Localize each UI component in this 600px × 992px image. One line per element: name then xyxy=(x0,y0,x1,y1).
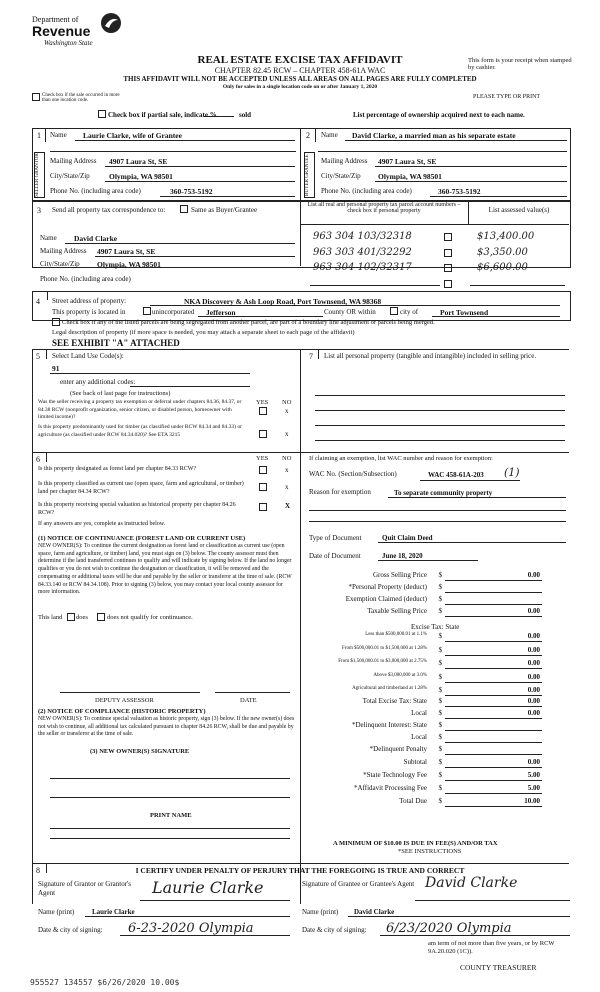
s6-print-name: PRINT NAME xyxy=(150,812,192,819)
dollar-sign: $ xyxy=(438,797,442,805)
s6-notice2-body: NEW OWNER(S): To continue special valuation as historic property, sign (3) below. If the new owner(s) does not wish to continue, all additional tax calculated pursuant to chapter 84.26 RCW, shall be due and payable by the seller or transferor at the time of sale. xyxy=(38,716,295,737)
s8-name-print-label-2: Name (print) xyxy=(302,908,339,916)
fee-value-field[interactable] xyxy=(445,745,542,755)
fee-value: 0.00 xyxy=(527,646,540,654)
s5-q2-yes-checkbox[interactable] xyxy=(257,430,269,438)
s2-city-label: City/State/Zip xyxy=(321,172,361,180)
dollar-sign: $ xyxy=(438,784,442,792)
fee-row xyxy=(282,646,542,657)
s7-doc-date-label: Date of Document xyxy=(309,552,361,560)
s6-notice1-body: NEW OWNER(S): To continue the current designation as forest land or classification as current use (open space, farm and agriculture, or timber) land, you must sign on (3) below. The county assessor must then determine if the land transferred continues to qualify and will indicate by signing below. If the land no longer qualifies or you do not wish to continue the designation or classification, it will be removed and the compensating or additional taxes will be due and payable by the seller or transferor at the time of sale. (RCW 84.33.140 or RCW 84.34.108). Prior to signing (3) below, you may contact your local county assessor for more information. xyxy=(38,543,292,596)
fee-value-field[interactable] xyxy=(445,571,542,581)
s2-name-label: Name xyxy=(321,131,338,139)
parcel-number-2: 963 303 401/32292 xyxy=(313,247,412,258)
fee-row xyxy=(282,758,542,769)
s4-county-label: County OR within xyxy=(324,308,376,316)
s1-name: Laurie Clarke, wife of Grantee xyxy=(83,131,182,140)
fee-row xyxy=(282,659,542,670)
parcel-number-1: 963 304 103/32318 xyxy=(313,231,412,242)
fee-row xyxy=(282,721,542,732)
fee-value: 0.00 xyxy=(527,709,540,717)
dollar-sign: $ xyxy=(438,583,442,591)
fee-label: *Delinquent Penalty xyxy=(369,745,427,753)
sold-label: sold xyxy=(239,111,252,119)
s5-q1-no-mark[interactable]: x xyxy=(285,407,289,415)
s6-notice2-title: (2) NOTICE OF COMPLIANCE (HISTORIC PROPERTY) xyxy=(38,708,206,715)
s6-q3: Is this property receiving special valuation as historical property per chapter 84.26 RCW? xyxy=(38,502,236,516)
s4-street: NKA Discovery & Ash Loop Road, Port Townsend, WA 98368 xyxy=(184,297,382,306)
dollar-sign: $ xyxy=(438,721,442,729)
fee-value: 0.00 xyxy=(527,571,540,579)
fee-value: 0.00 xyxy=(527,686,540,694)
partial-sale-label: Check box if partial sale, indicate % xyxy=(108,111,217,119)
s7-reason: To separate community property xyxy=(394,489,493,497)
fee-value: 5.00 xyxy=(527,784,540,792)
fee-label: Gross Selling Price xyxy=(372,571,427,579)
s6-if-yes: If any answers are yes, complete as instructed below. xyxy=(38,521,166,527)
form-title: REAL ESTATE EXCISE TAX AFFIDAVIT xyxy=(197,54,403,66)
fee-label: Total Excise Tax: State xyxy=(362,697,427,705)
fee-value-field[interactable] xyxy=(445,771,542,781)
fee-row xyxy=(282,784,542,795)
dollar-sign: $ xyxy=(438,709,442,717)
s1-phone-label: Phone No. (including area code) xyxy=(50,187,141,195)
s8-certify: I CERTIFY UNDER PENALTY OF PERJURY THAT THE FOREGOING IS TRUE AND CORRECT xyxy=(135,866,465,875)
s7-excise-state: Excise Tax: State xyxy=(411,623,460,631)
parcel-number-3: 963 304 102/32317 xyxy=(313,262,412,273)
s6-does-not-label: does not qualify for continuance. xyxy=(107,614,193,621)
fee-label: *State Technology Fee xyxy=(363,771,427,779)
s3-city-label: City/State/Zip xyxy=(40,260,80,268)
fee-value: 0.00 xyxy=(527,607,540,615)
fee-label: Taxable Selling Price xyxy=(367,607,427,615)
s6-notice1-title: (1) NOTICE OF CONTINUANCE (FOREST LAND OR CURRENT USE) xyxy=(38,535,246,542)
section-6-number: 6 xyxy=(36,455,40,464)
s8-perjury-note: am term of not more than five years, or by RCW 9A.20.020 (1C)). xyxy=(428,940,555,955)
s4-legal-desc: Legal description of property (if more space is needed, you may attach a separate sheet to each page of the affidavit) xyxy=(52,329,355,336)
section-1-number: 1 xyxy=(37,131,41,140)
section-3-number: 3 xyxy=(37,206,41,215)
fee-row xyxy=(282,583,542,594)
section-5-number: 5 xyxy=(36,352,40,361)
s6-q1: Is this property designated as forest land per chapter 84.33 RCW? xyxy=(38,466,197,472)
dor-logo xyxy=(30,12,125,52)
s1-mail: 4907 Laura St, SE xyxy=(109,157,168,166)
dollar-sign: $ xyxy=(438,571,442,579)
dept-line2: Revenue xyxy=(32,23,91,39)
dor-swoosh-icon xyxy=(100,12,122,34)
s3-same-label: Same as Buyer/Grantee xyxy=(191,206,258,214)
fee-row xyxy=(282,632,542,643)
s6-does-not-checkbox[interactable] xyxy=(95,613,107,621)
fee-value: 5.00 xyxy=(527,771,540,779)
parcel-value-3: $6,600.00 xyxy=(477,262,528,273)
s7-wac: WAC 458-61A-203 xyxy=(428,471,484,479)
dept-line3: Washington State xyxy=(44,39,93,47)
s3-mail: 4907 Laura St, SE xyxy=(97,247,156,256)
s8-sig-grantor-label: Signature of Grantor or Grantor's Agent xyxy=(38,880,132,897)
s5-additional-label: enter any additional codes: xyxy=(60,378,136,386)
s7-doc-type: Quit Claim Deed xyxy=(382,534,433,542)
fee-row xyxy=(282,745,542,756)
s2-phone: 360-753-5192 xyxy=(438,187,481,196)
fee-value-field[interactable] xyxy=(445,758,542,768)
fee-value-field[interactable] xyxy=(445,721,542,731)
fee-value-field[interactable] xyxy=(445,659,542,669)
s8-grantor-date: 6-23-2020 Olympia xyxy=(128,921,254,936)
section-4-number: 4 xyxy=(36,297,40,306)
fee-value-field[interactable] xyxy=(445,797,542,807)
dollar-sign: $ xyxy=(438,771,442,779)
s5-q1: Was the seller receiving a property tax exemption or deferral under chapters 84.36, 84.37, or 84.38 RCW (nonprofit organization, senior citizen, or disabled person, homeowner with limited income)? xyxy=(38,399,242,420)
s7-wac-hand: (1) xyxy=(504,466,520,479)
s8-grantee-name: David Clarke xyxy=(354,908,395,916)
fee-label: Subtotal xyxy=(403,758,427,766)
dollar-sign: $ xyxy=(438,733,442,741)
fee-row xyxy=(282,673,542,684)
s7-personal-prop: List all personal property (tangible and intangible) included in selling price. xyxy=(324,352,537,360)
s4-county: Jefferson xyxy=(206,308,236,317)
dollar-sign: $ xyxy=(438,646,442,654)
fee-value: 0.00 xyxy=(527,659,540,667)
s5-see-back: (See back of last page for instructions) xyxy=(70,390,171,397)
s6-q1-no-mark[interactable]: x xyxy=(285,466,289,474)
s4-located-label: This property is located in xyxy=(52,308,126,316)
parcel-3-checkbox[interactable] xyxy=(442,264,454,272)
s6-q3-yes-checkbox[interactable] xyxy=(257,503,269,511)
s6-q2: Is this property classified as current use (open space, farm and agricultural, or timber) land per chapter 84.34 RCW? xyxy=(38,481,244,495)
fee-value-field[interactable] xyxy=(445,686,542,696)
parcel-2-checkbox[interactable] xyxy=(442,249,454,257)
s6-q2-yes-checkbox[interactable] xyxy=(257,483,269,491)
s6-q2-no-mark[interactable]: x xyxy=(285,483,289,491)
s4-exhibit: SEE EXHIBIT "A" ATTACHED xyxy=(52,338,180,348)
fee-label: *Delinquent Interest: State xyxy=(351,721,427,729)
s8-grantor-name: Laurie Clarke xyxy=(92,908,135,916)
list-pct-label: List percentage of ownership acquired next to each name. xyxy=(353,111,525,119)
s3-name: David Clarke xyxy=(74,234,118,243)
s4-segregated-label: Check box if any of the listed parcels are being segregated from another parcel, are part of a boundary line adjustment or parcels being merged. xyxy=(62,319,435,326)
s1-phone: 360-753-5192 xyxy=(170,187,213,196)
receipt-note: This form is your receipt when stamped by cashier. xyxy=(468,57,572,71)
fee-value-field[interactable] xyxy=(445,733,542,743)
partial-pct-line[interactable] xyxy=(204,116,234,117)
fee-row xyxy=(282,595,542,606)
dollar-sign: $ xyxy=(438,659,442,667)
s7-wac-label: WAC No. (Section/Subsection) xyxy=(309,470,397,478)
s8-grantee-signature[interactable]: David Clarke xyxy=(425,875,518,891)
s6-q3-no-mark[interactable]: X xyxy=(285,502,291,510)
fee-row xyxy=(282,771,542,782)
s7-minimum: A MINIMUM OF $10.00 IS DUE IN FEE(S) AND/OR TAX xyxy=(333,840,498,847)
s4-city-of-label: city of xyxy=(400,308,419,316)
s4-segregated-checkbox[interactable] xyxy=(50,318,62,326)
footer-stamp: 955527 134557 $6/26/2020 10.00$ xyxy=(30,978,180,987)
s4-unincorporated-label: unincorporated xyxy=(152,308,195,316)
fee-value-field[interactable] xyxy=(445,709,542,719)
fee-value-field[interactable] xyxy=(445,595,542,605)
s6-does-label: does xyxy=(76,614,88,621)
s2-mail: 4907 Laura St, SE xyxy=(378,157,437,166)
s4-street-label: Street address of property: xyxy=(52,297,127,305)
fee-label: *Affidavit Processing Fee xyxy=(354,784,427,792)
fee-row xyxy=(282,686,542,697)
form-warning: THIS AFFIDAVIT WILL NOT BE ACCEPTED UNLESS ALL AREAS ON ALL PAGES ARE FULLY COMPLETED xyxy=(123,75,477,83)
s1-side-label: SELLER GRANTOR xyxy=(34,152,45,198)
fee-label: Agricultural and timberland at 1.28% xyxy=(352,686,427,691)
partial-sale-checkbox[interactable] xyxy=(96,110,108,118)
fee-value-field[interactable] xyxy=(445,632,542,642)
s6-deputy-label: DEPUTY ASSESSOR xyxy=(95,697,154,704)
s7-doc-type-label: Type of Document xyxy=(309,534,362,542)
fee-value-field[interactable] xyxy=(445,697,542,707)
fee-label: Total Due xyxy=(399,797,427,805)
s2-city: Olympia, WA 98501 xyxy=(378,172,442,181)
fee-value-field[interactable] xyxy=(445,784,542,794)
s4-city-checkbox[interactable] xyxy=(388,307,400,315)
fee-value-field[interactable] xyxy=(445,607,542,617)
s5-yes-label: YES xyxy=(256,399,269,406)
fee-row xyxy=(282,607,542,618)
fee-label: Less than $500,000.01 at 1.1% xyxy=(365,632,427,637)
fee-row xyxy=(282,571,542,582)
s8-date-city-label-1: Date & city of signing: xyxy=(38,926,103,934)
s2-phone-label: Phone No. (including area code) xyxy=(321,187,412,195)
fee-value-field[interactable] xyxy=(445,673,542,683)
fee-value-field[interactable] xyxy=(445,583,542,593)
dollar-sign: $ xyxy=(438,632,442,640)
s6-date-label: DATE xyxy=(240,697,257,704)
dollar-sign: $ xyxy=(438,686,442,694)
s8-sig-grantee-label: Signature of Grantee or Grantee's Agent xyxy=(302,880,415,888)
form-only-for: Only for sales in a single location code on or after January 1, 2020 xyxy=(222,84,378,90)
fee-value: 0.00 xyxy=(527,632,540,640)
s3-same-checkbox[interactable] xyxy=(178,205,190,213)
fee-row xyxy=(282,697,542,708)
s2-mail-label: Mailing Address xyxy=(321,157,368,165)
multi-location-label: Check box if the sale occurred in more than one location code. xyxy=(42,93,120,103)
s6-no-label: NO xyxy=(282,455,292,462)
s7-doc-date: June 18, 2020 xyxy=(382,552,423,560)
multi-location-checkbox[interactable] xyxy=(30,93,42,101)
s7-exemption-claim: If claiming an exemption, list WAC number and reason for exemption: xyxy=(309,455,493,462)
form-chapter: CHAPTER 82.45 RCW – CHAPTER 458-61A WAC xyxy=(214,66,386,75)
s8-name-print-label-1: Name (print) xyxy=(38,908,75,916)
dollar-sign: $ xyxy=(438,745,442,753)
s7-reason-label: Reason for exemption xyxy=(309,488,371,496)
fee-value: 0.00 xyxy=(527,758,540,766)
fee-label: *Personal Property (deduct) xyxy=(348,583,427,591)
s2-side-label: BUYER GRANTEE xyxy=(304,152,315,198)
fee-row xyxy=(282,733,542,744)
fee-value: 0.00 xyxy=(527,673,540,681)
s5-land-use-label: Select Land Use Code(s): xyxy=(52,352,124,360)
s6-yes-label: YES xyxy=(256,455,269,462)
s3-mail-label: Mailing Address xyxy=(40,247,87,255)
dollar-sign: $ xyxy=(438,758,442,766)
s1-city: Olympia, WA 98501 xyxy=(109,172,173,181)
fee-value: 10.00 xyxy=(524,797,540,805)
parcel-value-1: $13,400.00 xyxy=(477,231,535,242)
section-7-number: 7 xyxy=(309,352,313,361)
s7-see-instructions: *SEE INSTRUCTIONS xyxy=(398,848,462,855)
dollar-sign: $ xyxy=(438,697,442,705)
s6-new-owner-sig: (3) NEW OWNER(S) SIGNATURE xyxy=(90,748,190,755)
s8-grantor-signature[interactable]: Laurie Clarke xyxy=(152,878,264,897)
s3-send-label: Send all property tax correspondence to: xyxy=(52,206,166,214)
s8-grantee-date: 6/23/2020 Olympia xyxy=(386,921,512,936)
dollar-sign: $ xyxy=(438,607,442,615)
s8-treasurer: COUNTY TREASURER xyxy=(460,963,537,972)
s5-no-label: NO xyxy=(282,399,292,406)
s1-city-label: City/State/Zip xyxy=(50,172,90,180)
dollar-sign: $ xyxy=(438,595,442,603)
s5-land-use: 91 xyxy=(52,364,60,373)
s5-q1-yes-checkbox[interactable] xyxy=(257,407,269,415)
s3-name-label: Name xyxy=(40,234,57,242)
s3-city: Olympia, WA 98501 xyxy=(97,260,161,269)
s3-assessed-header: List assessed value(s) xyxy=(488,206,550,214)
s1-mail-label: Mailing Address xyxy=(50,157,97,165)
fee-label: Local xyxy=(411,709,427,717)
s2-name: David Clarke, a married man as his separate estate xyxy=(352,131,516,140)
dollar-sign: $ xyxy=(438,673,442,681)
fee-label: From $1,500,000.01 to $3,000,000 at 2.75% xyxy=(338,659,427,664)
s5-q2: Is this property predominantly used for timber (as classified under RCW 84.34 and 84.33) or agriculture (as classified under RCW 84.34.020)? See ETA 3215 xyxy=(38,424,242,438)
fee-label: Exemption Claimed (deduct) xyxy=(345,595,427,603)
fee-row xyxy=(282,797,542,808)
s4-city: Port Townsend xyxy=(440,308,489,317)
s1-name-label: Name xyxy=(50,131,67,139)
s3-phone-label: Phone No. (including area code) xyxy=(40,275,131,283)
please-type: PLEASE TYPE OR PRINT xyxy=(473,94,541,100)
parcel-1-checkbox[interactable] xyxy=(442,233,454,241)
s6-q1-yes-checkbox[interactable] xyxy=(257,466,269,474)
s3-parcel-header: List all real and personal property tax parcel account numbers – check box if personal property xyxy=(307,202,461,214)
fee-label: Above $3,000,000 at 3.0% xyxy=(373,673,427,678)
section-8-number: 8 xyxy=(36,866,40,875)
s5-q2-no-mark[interactable]: x xyxy=(285,430,289,438)
fee-value-field[interactable] xyxy=(445,646,542,656)
fee-label: Local xyxy=(411,733,427,741)
dept-line1: Department of xyxy=(32,15,79,24)
fee-label: From $500,000.01 to $1,500,000 at 1.28% xyxy=(342,646,427,651)
section-2-number: 2 xyxy=(306,131,310,140)
s6-this-land: This land xyxy=(38,614,63,621)
s8-date-city-label-2: Date & city of signing: xyxy=(302,926,367,934)
fee-row xyxy=(282,709,542,720)
parcel-value-2: $3,350.00 xyxy=(477,247,528,258)
fee-value: 0.00 xyxy=(527,697,540,705)
